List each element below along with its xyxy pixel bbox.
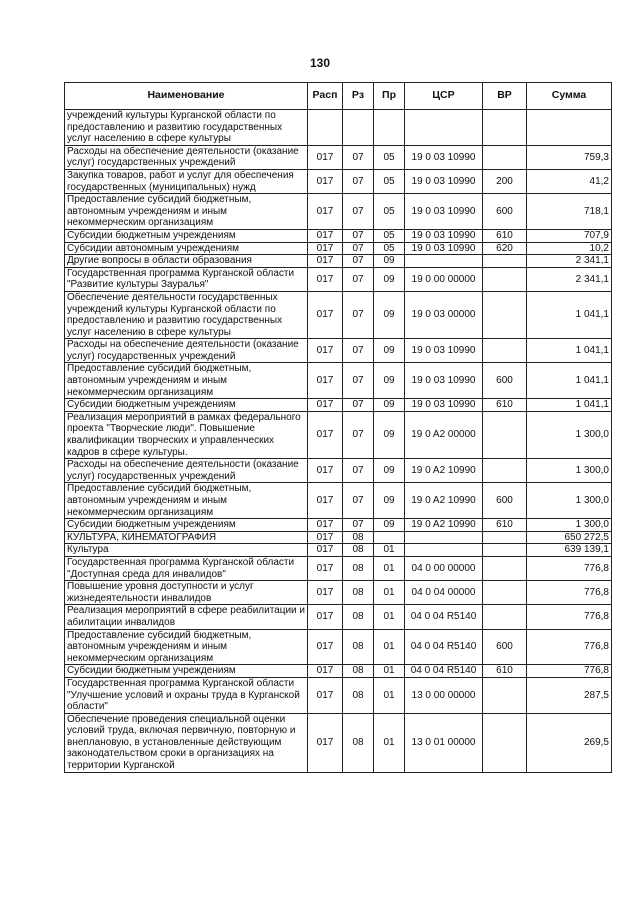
cell-rasp [308,110,343,146]
table-row [65,605,612,629]
cell-rasp: 017 [308,629,343,665]
cell-rasp: 017 [308,483,343,519]
cell-sum: 1 041,1 [527,291,612,338]
cell-pr: 09 [374,519,405,532]
cell-sum: 2 341,1 [527,255,612,268]
cell-pr: 01 [374,581,405,605]
table-row [65,531,612,544]
cell-rz: 08 [343,556,374,580]
table-row [65,713,612,772]
cell-pr: 01 [374,665,405,678]
cell-vr: 610 [483,665,527,678]
cell-rasp: 017 [308,665,343,678]
table-row [65,339,612,363]
cell-rz: 07 [343,483,374,519]
cell-csr [405,255,483,268]
cell-csr: 13 0 01 00000 [405,713,483,772]
cell-csr: 13 0 00 00000 [405,677,483,713]
cell-vr: 610 [483,229,527,242]
cell-vr [483,544,527,557]
cell-sum: 776,8 [527,665,612,678]
cell-rasp: 017 [308,581,343,605]
table-row [65,581,612,605]
cell-csr: 04 0 04 00000 [405,581,483,605]
cell-rasp: 017 [308,544,343,557]
cell-rz [343,110,374,146]
cell-csr: 19 0 03 10990 [405,339,483,363]
cell-pr [374,110,405,146]
cell-pr: 09 [374,339,405,363]
cell-rasp: 017 [308,242,343,255]
cell-rz: 07 [343,291,374,338]
cell-name: Предоставление субсидий бюджетным, автономным учреждениям и иным некоммерческим организациям [65,483,308,519]
table-row [65,459,612,483]
table-row [65,194,612,230]
cell-sum: 759,3 [527,145,612,169]
cell-rz: 07 [343,519,374,532]
cell-rasp: 017 [308,556,343,580]
cell-name: Государственная программа Курганской области "Доступная среда для инвалидов" [65,556,308,580]
cell-vr: 200 [483,169,527,193]
cell-vr [483,339,527,363]
cell-pr [374,531,405,544]
cell-rasp: 017 [308,459,343,483]
cell-rasp: 017 [308,194,343,230]
cell-rasp: 017 [308,291,343,338]
table-row [65,519,612,532]
table-row [65,544,612,557]
cell-rz: 07 [343,363,374,399]
cell-name: Предоставление субсидий бюджетным, автономным учреждениям и иным некоммерческим организациям [65,629,308,665]
cell-rz: 08 [343,713,374,772]
cell-vr [483,145,527,169]
cell-sum: 10,2 [527,242,612,255]
cell-vr [483,459,527,483]
cell-pr: 09 [374,255,405,268]
cell-pr: 05 [374,194,405,230]
cell-rz: 07 [343,145,374,169]
cell-rz: 08 [343,665,374,678]
cell-sum [527,110,612,146]
cell-name: Реализация мероприятий в рамках федерального проекта "Творческие люди". Повышение квалификации творческих и управленческих кадров в сфере культуры. [65,411,308,458]
cell-pr: 05 [374,169,405,193]
cell-pr: 09 [374,483,405,519]
cell-rasp: 017 [308,363,343,399]
table-row [65,411,612,458]
cell-name: Другие вопросы в области образования [65,255,308,268]
cell-pr: 05 [374,229,405,242]
cell-csr: 19 0 03 10990 [405,242,483,255]
cell-csr: 19 0 03 10990 [405,399,483,412]
table-row [65,399,612,412]
cell-csr [405,531,483,544]
cell-rz: 08 [343,544,374,557]
cell-name: Субсидии бюджетным учреждениям [65,399,308,412]
cell-name: Реализация мероприятий в сфере реабилитации и абилитации инвалидов [65,605,308,629]
cell-rz: 07 [343,339,374,363]
cell-pr: 09 [374,267,405,291]
table-row [65,255,612,268]
cell-rasp: 017 [308,411,343,458]
cell-vr [483,556,527,580]
cell-rasp: 017 [308,255,343,268]
header-pr: Пр [374,83,405,110]
cell-rz: 07 [343,194,374,230]
cell-rz: 08 [343,605,374,629]
cell-rz: 07 [343,255,374,268]
cell-name: Государственная программа Курганской области "Улучшение условий и охраны труда в Курганской области" [65,677,308,713]
header-rasp: Расп [308,83,343,110]
cell-csr: 19 0 00 00000 [405,267,483,291]
cell-name: Государственная программа Курганской области "Развитие культуры Зауралья" [65,267,308,291]
table-row [65,145,612,169]
cell-rz: 07 [343,169,374,193]
table-header-row [65,83,612,110]
cell-vr: 620 [483,242,527,255]
cell-sum: 707,9 [527,229,612,242]
table-row [65,483,612,519]
cell-csr: 04 0 00 00000 [405,556,483,580]
cell-sum: 718,1 [527,194,612,230]
cell-sum: 1 041,1 [527,339,612,363]
cell-sum: 1 041,1 [527,399,612,412]
cell-rz: 08 [343,629,374,665]
cell-rz: 08 [343,677,374,713]
table-row [65,242,612,255]
cell-vr: 610 [483,399,527,412]
cell-sum: 650 272,5 [527,531,612,544]
cell-rasp: 017 [308,339,343,363]
cell-name: Предоставление субсидий бюджетным, автономным учреждениям и иным некоммерческим организациям [65,363,308,399]
cell-csr: 19 0 03 10990 [405,169,483,193]
cell-name: Предоставление субсидий бюджетным, автономным учреждениям и иным некоммерческим организациям [65,194,308,230]
table-row [65,229,612,242]
cell-vr [483,713,527,772]
cell-name: КУЛЬТУРА, КИНЕМАТОГРАФИЯ [65,531,308,544]
cell-vr: 600 [483,483,527,519]
cell-name: Культура [65,544,308,557]
cell-csr: 04 0 04 R5140 [405,665,483,678]
cell-sum: 2 341,1 [527,267,612,291]
cell-rasp: 017 [308,169,343,193]
cell-pr: 01 [374,629,405,665]
cell-name: Субсидии бюджетным учреждениям [65,229,308,242]
cell-rasp: 017 [308,267,343,291]
header-csr: ЦСР [405,83,483,110]
table-row [65,267,612,291]
cell-rasp: 017 [308,531,343,544]
cell-csr: 04 0 04 R5140 [405,629,483,665]
cell-csr: 19 0 03 10990 [405,363,483,399]
cell-pr: 01 [374,713,405,772]
cell-rasp: 017 [308,713,343,772]
cell-pr: 09 [374,363,405,399]
cell-sum: 776,8 [527,556,612,580]
cell-rasp: 017 [308,145,343,169]
cell-rasp: 017 [308,229,343,242]
cell-csr [405,544,483,557]
cell-csr: 19 0 03 00000 [405,291,483,338]
header-vr: ВР [483,83,527,110]
cell-rz: 07 [343,399,374,412]
cell-name: Повышение уровня доступности и услуг жизнедеятельности инвалидов [65,581,308,605]
cell-rz: 07 [343,459,374,483]
cell-sum: 1 300,0 [527,411,612,458]
cell-csr: 19 0 03 10990 [405,145,483,169]
cell-vr [483,677,527,713]
cell-pr: 09 [374,399,405,412]
cell-sum: 776,8 [527,605,612,629]
cell-vr [483,255,527,268]
table-body [65,110,612,773]
header-rz: Рз [343,83,374,110]
cell-rz: 08 [343,581,374,605]
cell-vr [483,411,527,458]
cell-vr [483,291,527,338]
cell-rz: 07 [343,411,374,458]
cell-name: Обеспечение проведения специальной оценки условий труда, включая первичную, повторную и внеплановую, в установленные действующим законодательством сроки в организациях на территории Курганской [65,713,308,772]
cell-csr: 19 0 A2 10990 [405,519,483,532]
cell-vr [483,267,527,291]
cell-name: учреждений культуры Курганской области по предоставлению и развитию государственных услуг населению в сфере культуры [65,110,308,146]
cell-pr: 01 [374,677,405,713]
cell-vr [483,581,527,605]
cell-csr: 19 0 03 10990 [405,194,483,230]
cell-sum: 269,5 [527,713,612,772]
cell-vr: 600 [483,194,527,230]
cell-sum: 776,8 [527,581,612,605]
cell-name: Расходы на обеспечение деятельности (оказание услуг) государственных учреждений [65,459,308,483]
cell-vr [483,605,527,629]
cell-pr: 01 [374,544,405,557]
cell-rasp: 017 [308,399,343,412]
table-row [65,291,612,338]
cell-name: Субсидии бюджетным учреждениям [65,519,308,532]
cell-sum: 1 300,0 [527,483,612,519]
budget-table [64,82,612,773]
cell-pr: 01 [374,605,405,629]
cell-sum: 1 300,0 [527,519,612,532]
table-row [65,665,612,678]
header-name: Наименование [65,83,308,110]
cell-csr: 19 0 A2 10990 [405,459,483,483]
cell-sum: 1 300,0 [527,459,612,483]
cell-csr: 04 0 04 R5140 [405,605,483,629]
cell-rasp: 017 [308,677,343,713]
cell-name: Расходы на обеспечение деятельности (оказание услуг) государственных учреждений [65,145,308,169]
cell-sum: 41,2 [527,169,612,193]
cell-csr: 19 0 03 10990 [405,229,483,242]
cell-pr: 09 [374,291,405,338]
cell-vr: 600 [483,629,527,665]
cell-vr [483,531,527,544]
table-row [65,363,612,399]
cell-rz: 07 [343,242,374,255]
cell-name: Субсидии бюджетным учреждениям [65,665,308,678]
cell-pr: 05 [374,242,405,255]
cell-rasp: 017 [308,519,343,532]
cell-csr: 19 0 A2 00000 [405,411,483,458]
table-row [65,629,612,665]
cell-name: Расходы на обеспечение деятельности (оказание услуг) государственных учреждений [65,339,308,363]
cell-sum: 1 041,1 [527,363,612,399]
cell-pr: 05 [374,145,405,169]
cell-name: Закупка товаров, работ и услуг для обеспечения государственных (муниципальных) нужд [65,169,308,193]
page-number: 130 [309,56,331,70]
cell-sum: 776,8 [527,629,612,665]
cell-pr: 09 [374,459,405,483]
cell-rz: 07 [343,267,374,291]
table-row [65,110,612,146]
cell-rasp: 017 [308,605,343,629]
cell-rz: 07 [343,229,374,242]
cell-csr [405,110,483,146]
cell-pr: 01 [374,556,405,580]
cell-name: Обеспечение деятельности государственных учреждений культуры Курганской области по предоставлению и развитию государственных услуг населению в сфере культуры [65,291,308,338]
cell-name: Субсидии автономным учреждениям [65,242,308,255]
cell-sum: 287,5 [527,677,612,713]
cell-rz: 08 [343,531,374,544]
header-sum: Сумма [527,83,612,110]
table-row [65,169,612,193]
table-row [65,556,612,580]
cell-vr: 610 [483,519,527,532]
cell-csr: 19 0 A2 10990 [405,483,483,519]
cell-pr: 09 [374,411,405,458]
cell-vr [483,110,527,146]
cell-vr: 600 [483,363,527,399]
cell-sum: 639 139,1 [527,544,612,557]
table-row [65,677,612,713]
